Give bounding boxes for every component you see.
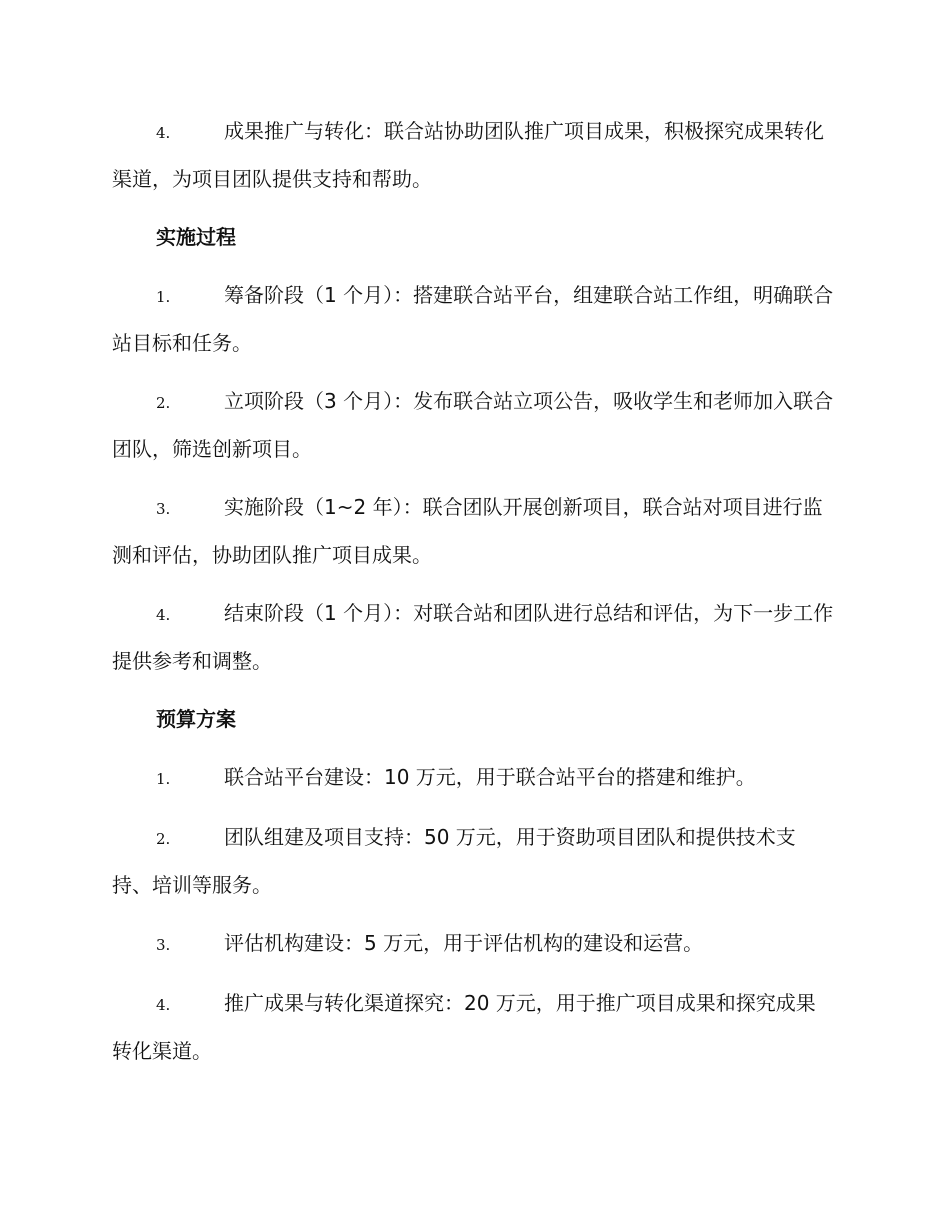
item-text: 实施阶段（1~2 年）：联合团队开展创新项目，联合站对项目进行监测和评估，协助团队推广项目成果。 <box>112 495 823 567</box>
item-number: 4. <box>156 996 171 1014</box>
section-heading: 实施过程 <box>156 225 236 249</box>
item-number: 3. <box>156 500 171 518</box>
item-number: 2. <box>156 830 171 848</box>
item-text: 筹备阶段（1 个月）：搭建联合站平台，组建联合站工作组，明确联合站目标和任务。 <box>112 283 834 355</box>
item-number: 1. <box>156 770 171 788</box>
item-text: 团队组建及项目支持：50 万元，用于资助项目团队和提供技术支持、培训等服务。 <box>112 825 796 897</box>
section-heading: 预算方案 <box>156 707 236 731</box>
item-number: 1. <box>156 288 171 306</box>
list-item <box>112 754 834 802</box>
list-item <box>112 108 834 202</box>
list-item <box>112 980 834 1074</box>
item-text: 联合站平台建设：10 万元，用于联合站平台的搭建和维护。 <box>224 765 756 789</box>
item-number: 4. <box>156 606 171 624</box>
item-number: 2. <box>156 394 171 412</box>
list-item <box>112 272 834 366</box>
list-item <box>112 814 834 908</box>
item-text: 评估机构建设：5 万元，用于评估机构的建设和运营。 <box>224 931 704 955</box>
item-text: 结束阶段（1 个月）：对联合站和团队进行总结和评估，为下一步工作提供参考和调整。 <box>112 601 834 673</box>
item-number: 4. <box>156 124 171 142</box>
list-item <box>112 920 834 968</box>
list-item <box>112 484 834 578</box>
item-text: 立项阶段（3 个月）：发布联合站立项公告，吸收学生和老师加入联合团队，筛选创新项目。 <box>112 389 834 461</box>
item-text: 成果推广与转化：联合站协助团队推广项目成果，积极探究成果转化渠道，为项目团队提供支持和帮助。 <box>112 119 824 191</box>
item-text: 推广成果与转化渠道探究：20 万元，用于推广项目成果和探究成果转化渠道。 <box>112 991 816 1063</box>
list-item <box>112 590 834 684</box>
list-item <box>112 378 834 472</box>
document-page <box>112 108 834 1086</box>
item-number: 3. <box>156 936 171 954</box>
